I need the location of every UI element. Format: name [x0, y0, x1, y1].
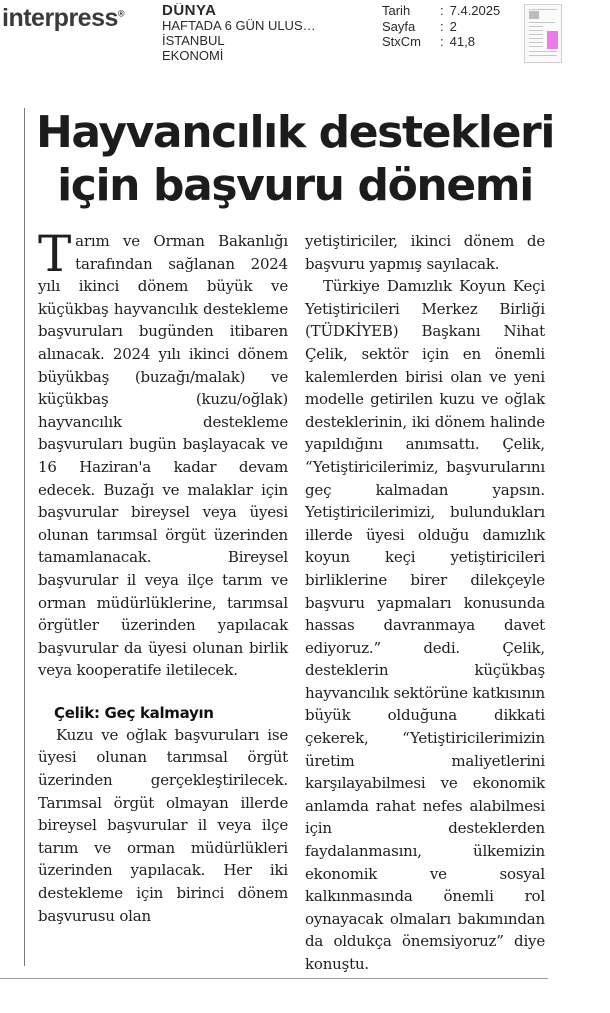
drop-cap: T: [38, 225, 72, 283]
clipping-stats: [382, 3, 500, 50]
publication-name: DÜNYA: [162, 3, 217, 18]
article-headline: Hayvancılık destekleri için başvuru dönemi: [35, 107, 555, 211]
publication-section: EKONOMİ: [162, 48, 224, 63]
article-paragraph: Türkiye Damızlık Koyun Keçi Yetiştiricileri Merkez Birliği (TÜDKİYEB) Başkanı Nihat Çelik, sektör için en önemli kalemlerden birisi olan ve yeni modelle getirilen kuzu ve oğlak desteklerinin, iki dönem halinde yapıldığını anımsattı. Çelik, “Yetiştiricilerimiz, başvurularını geç kalmadan yapsın. Yetiştiricilerimizi, bulundukları illerde üyesi olduğu damızlık koyun keçi yetiştiricileri birliklerine birer dilekçeyle başvuru yapmaları konusunda hassas davranmaya davet ediyoruz.” dedi. Çelik, desteklerin küçükbaş hayvancılık sektörüne katkısının büyük olduğuna dikkati çekerek, “Yetiştiricilerimizin üretim maliyetlerini karşılayabilmesi ve ekonomik anlamda rahat nefes alabilmesi için desteklerden faydalanmasını, ülkemizin ekonomik ve sosyal kalkınmasında önemli rol oynayacak olmaları bakımından da oldukça önemsiyoruz” diye konuştu.: [305, 277, 545, 973]
article-column-right: [305, 230, 545, 976]
stat-date: Tarih : 7.4.2025: [382, 3, 501, 18]
article-paragraph: Kuzu ve oğlak başvuruları ise üyesi olunan tarımsal örgüt üzerinden gerçekleştirilecek. Tarımsal örgüt olmayan illerde bireysel başvurular il veya ilçe tarım ve orman müdürlükleri üzerinden yapılacak. Her iki destekleme için birinci dönem başvurusu olan: [38, 725, 288, 925]
article-lead-paragraph: Tarım ve Orman Bakanlığı tarafından sağlanan 2024 yılı ikinci dönem büyük ve küçükbaş hayvancılık destekleme başvuruları bugünden itibaren alınacak. 2024 yılı ikinci dönem büyükbaş (buzağı/malak) ve küçükbaş (kuzu/oğlak) hayvancılık destekleme başvuruları bugün başlayacak ve 16 Haziran'a kadar devam edecek. Buzağı ve malaklar için başvurular bireysel veya üyesi olunan tarımsal örgüt üzerinden tamamlanacak. Bireysel başvurular il veya ilçe tarım ve orman müdürlüklerine, tarımsal örgütler üzerinden yapılacak başvurular da üyesi olunan birlik veya kooperatife iletilecek.: [38, 225, 288, 680]
publication-frequency: HAFTADA 6 GÜN ULUS…: [162, 18, 316, 33]
publication-city: İSTANBUL: [162, 33, 225, 48]
article-paragraph-continued: yetiştiriciler, ikinci dönem de başvuru yapmış sayılacak.: [305, 232, 545, 273]
column-rule: [24, 108, 25, 966]
publication-info: [162, 3, 342, 63]
stat-stxcm: StxCm : 41,8: [382, 34, 475, 49]
interpress-logo: interpress®: [2, 4, 125, 32]
page-thumbnail[interactable]: [524, 4, 562, 63]
thumbnail-article-highlight: [547, 31, 558, 49]
thumbnail-photo: [529, 11, 539, 19]
stat-page: Sayfa : 2: [382, 18, 457, 34]
bottom-rule: [0, 978, 548, 979]
article-subheading: Çelik: Geç kalmayın: [54, 703, 214, 722]
article-column-left: [38, 225, 288, 927]
